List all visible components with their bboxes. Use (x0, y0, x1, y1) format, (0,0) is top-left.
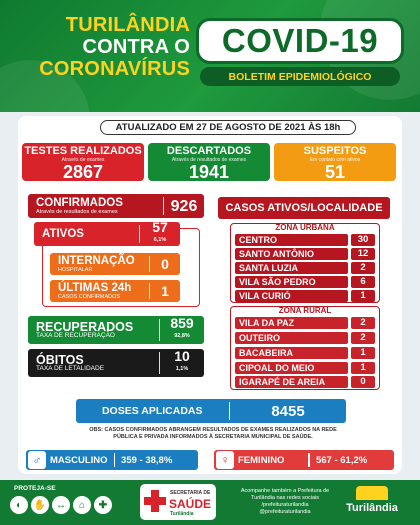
location-name: OUTEIRO (235, 332, 348, 344)
location-count: 12 (351, 248, 375, 260)
ultimas-label: ÚLTIMAS 24h (58, 282, 132, 294)
mask-icon: ◐ (10, 496, 28, 514)
internacao-value: 0 (161, 255, 169, 272)
boletim-label: BOLETIM EPIDEMIOLÓGICO (200, 67, 400, 86)
social-info: Acompanhe também a Prefeitura de Turilândia nas redes sociais /prefeituraturilandia @prefeituraturilandia (240, 488, 330, 515)
location-row (235, 276, 375, 288)
location-count: 30 (351, 234, 375, 246)
ultimas-row (50, 280, 180, 302)
recuperados-pct: 92,8% (174, 333, 190, 339)
location-count: 6 (351, 276, 375, 288)
ativos-row (34, 219, 180, 246)
location-name: SANTA LUZIA (235, 262, 348, 274)
location-name: CENTRO (235, 234, 348, 246)
confirmados-label: CONFIRMADOS (36, 197, 123, 209)
location-name: IGARAPÉ DE AREIA (235, 376, 348, 388)
feminino-label: FEMININO (238, 454, 285, 466)
protection-icons (10, 496, 112, 514)
recuperados-row (28, 316, 204, 344)
masculino-label: MASCULINO (50, 454, 108, 466)
recuperados-sub: TAXA DE RECUPERAÇÃO (36, 332, 115, 339)
recuperados-label: RECUPERADOS (36, 320, 134, 334)
masculino-row (26, 450, 198, 470)
stat-value: 1941 (188, 162, 230, 182)
location-count: 2 (351, 332, 375, 344)
title-line2: CONTRA O (82, 36, 190, 58)
home-icon: ⌂ (73, 496, 91, 514)
divider (308, 453, 310, 467)
location-count: 0 (351, 376, 375, 388)
internacao-label: INTERNAÇÃO (58, 255, 135, 267)
stat-label: DESCARTADOS (166, 145, 252, 157)
saude-line2: SAÚDE (169, 497, 212, 511)
location-name: VILA DA PAZ (235, 317, 348, 329)
casos-ativos-header: CASOS ATIVOS/LOCALIDADE (218, 197, 390, 219)
saude-line3: Turilândia (170, 511, 194, 517)
obitos-row (28, 349, 204, 377)
stat-label: SUSPEITOS (303, 145, 367, 157)
doses-value: 8455 (271, 402, 305, 420)
location-count: 1 (351, 362, 375, 374)
hand-wash-icon: ✋ (31, 496, 49, 514)
internacao-row (50, 253, 180, 275)
ativos-pct: 6,1% (153, 237, 167, 243)
location-row (235, 317, 375, 329)
stat-value: 2867 (62, 162, 104, 182)
obitos-sub: TAXA DE LETALIDADE (36, 365, 105, 372)
zona-urbana-title: ZONA URBANA (275, 223, 335, 232)
ultimas-sub: CASOS CONFIRMADOS (58, 294, 121, 300)
location-row (235, 234, 375, 246)
confirmados-sub: Através de resultados de exames (36, 209, 118, 215)
obs-note: OBS: CASOS CONFIRMADOS ABRANGEM RESULTADOS DE EXAMES REALIZADOS NA REDE PÚBLICA E PRIVADA INFORMADOS À SECRETARIA MUNICIPAL DE SAÚDE. (89, 427, 337, 440)
proteja-label: PROTEJA-SE (14, 485, 56, 492)
stat-testes (22, 143, 144, 181)
prefeitura-logo (336, 486, 408, 520)
feminino-value: 567 - 61,2% (315, 454, 368, 466)
footer (0, 480, 420, 525)
stat-sub: Através de resultados de exames (171, 157, 247, 163)
distance-icon: ↔ (52, 496, 70, 514)
secretaria-saude-logo (140, 484, 216, 520)
covid-title: COVID-19 (221, 22, 379, 59)
covid-title-box (196, 18, 404, 64)
prefeitura-logo-name: Turilândia (346, 502, 398, 514)
location-name: VILA SÃO PEDRO (235, 276, 348, 288)
ativos-label: ATIVOS (42, 228, 84, 240)
stat-value: 51 (324, 162, 346, 182)
confirmados-row (28, 194, 204, 218)
obitos-label: ÓBITOS (36, 353, 84, 367)
title-line1: TURILÂNDIA (65, 14, 190, 36)
title-line3: CORONAVÍRUS (39, 58, 190, 80)
doses-label: DOSES APLICADAS (101, 405, 203, 417)
saude-line1: SECRETARIA DE (170, 490, 211, 496)
stat-label: TESTES REALIZADOS (24, 145, 142, 157)
location-row (235, 262, 375, 274)
stat-suspeitos (274, 143, 396, 181)
obitos-value: 10 (174, 348, 190, 364)
obitos-pct: 1,1% (175, 366, 189, 372)
health-cross-icon (144, 490, 166, 512)
location-row (235, 376, 375, 388)
campaign-title (10, 14, 190, 80)
ativos-value: 57 (152, 219, 168, 235)
location-row (235, 347, 375, 359)
stat-sub: Em contato com ativos (309, 157, 361, 163)
ultimas-value: 1 (161, 282, 169, 299)
updated-date: ATUALIZADO EM 27 DE AGOSTO DE 2021 ÀS 18h (100, 120, 356, 135)
location-row (235, 290, 375, 302)
male-icon: ♂ (28, 451, 46, 469)
internacao-sub: HOSPITALAR (58, 267, 93, 273)
location-count: 1 (351, 347, 375, 359)
stat-descartados (148, 143, 270, 181)
location-row (235, 332, 375, 344)
sanitizer-icon: ✚ (94, 496, 112, 514)
stat-sub: Através de exames (61, 157, 105, 163)
location-name: SANTO ANTÔNIO (235, 248, 348, 260)
header-banner (0, 0, 420, 112)
location-name: VILA CURIÓ (235, 290, 348, 302)
location-row (235, 248, 375, 260)
feminino-row (214, 450, 394, 470)
location-row (235, 362, 375, 374)
location-name: BACABEIRA (235, 347, 348, 359)
location-count: 2 (351, 317, 375, 329)
location-count: 1 (351, 290, 375, 302)
crown-icon (356, 486, 388, 500)
female-icon: ♀ (216, 451, 234, 469)
location-name: CIPOAL DO MEIO (235, 362, 348, 374)
divider (114, 453, 116, 467)
zona-rural-title: ZONA RURAL (278, 306, 332, 315)
confirmados-value: 926 (170, 197, 198, 215)
location-count: 2 (351, 262, 375, 274)
bulletin-card (18, 116, 402, 474)
doses-row (76, 399, 346, 423)
recuperados-value: 859 (170, 315, 194, 331)
masculino-value: 359 - 38,8% (121, 454, 173, 466)
